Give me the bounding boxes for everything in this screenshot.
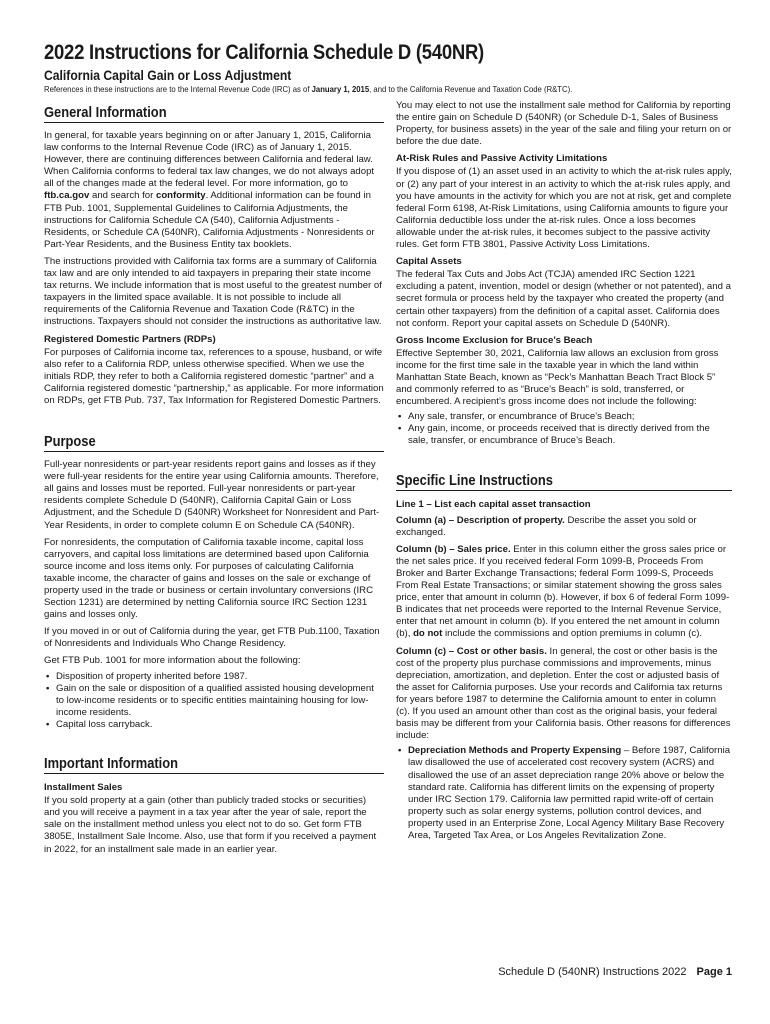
column-b-paragraph: Column (b) – Sales price. Enter in this column either the gross sales price or the net sales price. If you received federal Form 1099-B, Proceeds From Broker and Barter Exchange Transactions; federal Form 1099-S, Proceeds From Real Estate Transactions; or similar statement showing the gross sales price, enter that amount in column (b). However, if box 6 of federal Form 1099-B indicates that net proceeds were reported to the Internal Revenue Service, enter that net amount in column (b). If you entered the net amount in column (b), do not include the commissions and option premiums in column (c).	[396, 543, 730, 640]
purpose-paragraph-1: Full-year nonresidents or part-year residents report gains and losses as if they were full-year residents for the entire year using California amounts. Therefore, all gains and losses must be reported. Full-year nonresidents or part-year residents complete Schedule D (540NR), California Capital Gain or Loss Adjustment, and the Schedule D (540NR) Worksheet for Nonresident and Part-Year Residents, in order to complete column E on Schedule CA (540NR).	[44, 459, 380, 531]
list-item: • Depreciation Methods and Property Expensing – Before 1987, California law disallowed the use of accelerated cost recovery system (ACRS) and disallowed the use of an asset depreciation range 20% above or below the standard rate. California has different limits on the expensing of property under IRC Section 179. California law permitted rapid write-off of certain property such as solar energy systems, pollution control devices, and property used in an Enterprise Zone, Local Agency Military Base Recovery Area, Targeted Tax Area, or Los Angeles Revitalization Zone.	[396, 745, 732, 842]
subheading-installment-sales: Installment Sales	[44, 782, 123, 794]
at-risk-paragraph: If you dispose of (1) an asset used in an activity to which the at-risk rules apply, or (2) any part of your interest in an activity to which the at-risk rules apply, and you have amounts in the activity for which you are not at risk, get and complete federal Form 6198, At-Risk Limitations, using California amounts to figure your California deductible loss under the at-risk rules. Once a loss becomes allowable under the at-risk rules, it becomes subject to the passive activity rules. Get form FTB 3801, Passive Activity Loss Limitations.	[396, 166, 732, 251]
list-item: • Capital loss carryback.	[44, 719, 384, 731]
general-paragraph-1: In general, for taxable years beginning on or after January 1, 2015, California law conforms to the Internal Revenue Code (IRC) as of January 1, 2015. However, there are continuing differences between California and federal law. When California conforms to federal tax law changes, we do not always adopt all of the changes made at the federal level. For more information, go to ftb.ca.gov and search for conformity. Additional information can be found in FTB Pub. 1001, Supplemental Guidelines to California Adjustments, the instructions for California Schedule CA (540), California Adjustments - Residents, or Schedule CA (540NR), California Adjustments - Nonresidents or Part-Year Residents, and the Business Entity tax booklets.	[44, 130, 375, 250]
ftb-link[interactable]: ftb.ca.gov	[44, 190, 90, 202]
capital-assets-paragraph: The federal Tax Cuts and Jobs Act (TCJA) amended IRC Section 1221 excluding a patent, invention, model or design (whether or not patented), and a secret formula or process held by the taxpayer who created the property (and certain other taxpayers) from the definition of a capital asset. California does not conform. Report your capital assets on Schedule D (540NR).	[396, 269, 731, 329]
basis-differences-list	[396, 745, 732, 842]
page-number: Page 1	[696, 966, 732, 978]
purpose-paragraph-4: Get FTB Pub. 1001 for more information about the following:	[44, 655, 301, 667]
column-c-paragraph: Column (c) – Cost or other basis. In general, the cost or other basis is the cost of the property plus purchase commissions and improvements, minus depreciation, amortization, and depletion. Enter the cost or adjusted basis of the asset for California purposes. Use your records and California tax returns for years before 1987 to determine the California amount to enter in column (c). If you used an amount other than cost as the original basis, your federal basis may be different from your California basis. Other reasons for differences include:	[396, 645, 731, 742]
subheading-bruces-beach: Gross Income Exclusion for Bruce’s Beach	[396, 334, 593, 346]
bruces-beach-paragraph: Effective September 30, 2021, California law allows an exclusion from gross income for the first time sale in the taxable year in which the land within Manhattan State Beach, known as “Peck’s Manhattan Beach Tract Block 5” and commonly referred to as “Bruce’s Beach” is sold, transferred, or encumbered. A recipient’s gross income does not include the following:	[396, 347, 719, 408]
column-a-paragraph: Column (a) – Description of property. Describe the asset you sold or exchanged.	[396, 514, 697, 538]
subheading-at-risk: At-Risk Rules and Passive Activity Limitations	[396, 153, 608, 165]
page-subtitle: California Capital Gain or Loss Adjustment	[44, 68, 292, 83]
section-heading-important: Important Information	[44, 755, 384, 774]
page-title: 2022 Instructions for California Schedule D (540NR)	[44, 40, 484, 64]
bruces-beach-bullet-list	[396, 411, 732, 447]
list-item: • Disposition of property inherited before 1987.	[44, 671, 384, 683]
list-item: • Gain on the sale or disposition of a qualified assisted housing development to low-income residents or to specific entities maintaining housing for low-income residents.	[44, 683, 384, 719]
section-heading-general: General Information	[44, 104, 384, 123]
section-heading-specific-lines: Specific Line Instructions	[396, 472, 732, 491]
section-heading-purpose: Purpose	[44, 433, 384, 452]
right-column	[396, 100, 732, 847]
list-item: • Any gain, income, or proceeds received that is directly derived from the sale, transfer, or encumbrance of Bruce’s Beach.	[396, 423, 732, 447]
installment-paragraph-2: You may elect to not use the installment sale method for California by reporting the entire gain on Schedule D (540NR) (or Schedule D-1, Sales of Business Property, for business assets) in the year of the sale and filing your return on or before the due date.	[396, 100, 732, 148]
subheading-capital-assets: Capital Assets	[396, 256, 462, 268]
references-note: References in these instructions are to the Internal Revenue Code (IRC) as of January 1, 2015, and to the California Revenue and Taxation Code (R&TC).	[44, 84, 573, 94]
rdp-paragraph: For purposes of California income tax, references to a spouse, husband, or wife also refer to a California RDP, unless otherwise specified. When we use the initials RDP, they refer to both a California registered domestic “partner” and a California registered domestic “partnership,” as applicable. For more information on RDPs, get FTB Pub. 737, Tax Information for Registered Domestic Partners.	[44, 346, 384, 406]
subheading-line-1: Line 1 – List each capital asset transaction	[396, 498, 591, 510]
list-item: • Any sale, transfer, or encumbrance of Bruce’s Beach;	[396, 411, 732, 423]
general-paragraph-2: The instructions provided with California tax forms are a summary of California tax law and are only intended to aid taxpayers in preparing their state income tax returns. We include information that is most useful to the greatest number of taxpayers in the limited space available. It is not possible to include all requirements of the California Revenue and Taxation Code (R&TC) in the instructions. Taxpayers should not consider the instructions as authoritative law.	[44, 255, 382, 328]
left-column	[44, 104, 384, 861]
footer-document-name: Schedule D (540NR) Instructions 2022	[498, 966, 687, 978]
purpose-paragraph-2: For nonresidents, the computation of California taxable income, capital loss carryovers, and capital loss limitations are determined based upon California source income and loss items only. For purposes of calculating California taxable income, the character of gains and losses on the sale or exchange of property used in the trade or business or certain involuntary conversions (IRC Section 1231) are determined by netting California source IRC Section 1231 gains and losses only.	[44, 536, 374, 621]
purpose-paragraph-3: If you moved in or out of California during the year, get FTB Pub.1100, Taxation of Nonresidents and Individuals Who Change Residency.	[44, 626, 380, 650]
installment-paragraph: If you sold property at a gain (other than publicly traded stocks or securities) and you will receive a payment in a tax year after the year of sale, report the sale on the installment method unless you elect not to do so. Get form FTB 3805E, Installment Sale Income. Also, use that form if you received a payment in 2022, for an installment sale made in an earlier year.	[44, 795, 377, 855]
purpose-bullet-list	[44, 671, 384, 731]
page-footer	[480, 966, 732, 978]
subheading-rdp: Registered Domestic Partners (RDPs)	[44, 333, 216, 345]
